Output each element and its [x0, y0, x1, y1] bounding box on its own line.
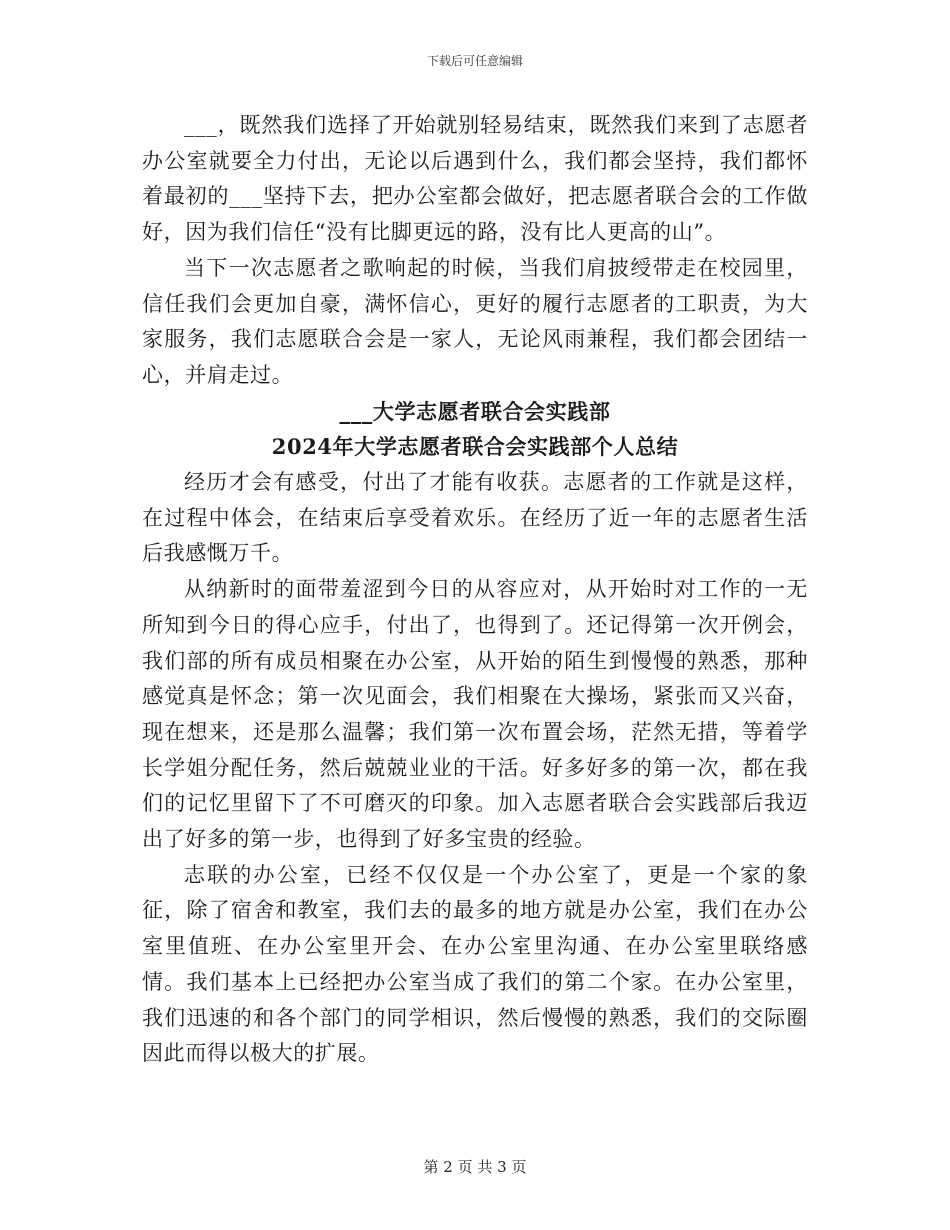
page-footer: 第 2 页 共 3 页 — [423, 1158, 527, 1176]
paragraph-1: ___，既然我们选择了开始就别轻易结束，既然我们来到了志愿者办公室就要全力付出，无论以后遇到什么，我们都会坚持，我们都怀着最初的___坚持下去，把办公室都会做好，把志愿者联合会的工作做好，因为我们信任“没有比脚更远的路，没有比人更高的山”。 — [142, 113, 808, 245]
paragraph-2: 当下一次志愿者之歌响起的时候，当我们肩披绶带走在校园里，信任我们会更加自豪，满怀信心，更好的履行志愿者的工职责，为大家服务，我们志愿联合会是一家人，无论风雨兼程，我们都会团结一心，并肩走过。 — [142, 255, 808, 387]
document-body — [142, 108, 808, 1072]
body-paragraph-2: 从纳新时的面带羞涩到今日的从容应对，从开始时对工作的一无所知到今日的得心应手，付出了，也得到了。还记得第一次开例会，我们部的所有成员相聚在办公室，从开始的陌生到慢慢的熟悉，那种感觉真是怀念；第一次见面会，我们相聚在大操场，紧张而又兴奋，现在想来，还是那么温馨；我们第一次布置会场，茫然无措，等着学长学姐分配任务，然后兢兢业业的干活。好多好多的第一次，都在我们的记忆里留下了不可磨灭的印象。加入志愿者联合会实践部后我迈出了好多的第一步，也得到了好多宝贵的经验。 — [142, 577, 808, 852]
section-title: 2024年大学志愿者联合会实践部个人总结 — [271, 434, 679, 460]
body-paragraph-3: 志联的办公室，已经不仅仅是一个办公室了，更是一个家的象征，除了宿舍和教室，我们去的最多的地方就是办公室，我们在办公室里值班、在办公室里开会、在办公室里沟通、在办公室里联络感情。我们基本上已经把办公室当成了我们的第二个家。在办公室里，我们迅速的和各个部门的同学相识，然后慢慢的熟悉，我们的交际圈因此而得以极大的扩展。 — [142, 862, 808, 1066]
signature-line: ___大学志愿者联合会实践部 — [339, 398, 611, 424]
body-paragraph-1: 经历才会有感受，付出了才能有收获。志愿者的工作就是这样，在过程中体会，在结束后享受着欢乐。在经历了近一年的志愿者生活后我感慨万千。 — [142, 470, 808, 566]
page-header: 下载后可任意编辑 — [426, 54, 523, 68]
